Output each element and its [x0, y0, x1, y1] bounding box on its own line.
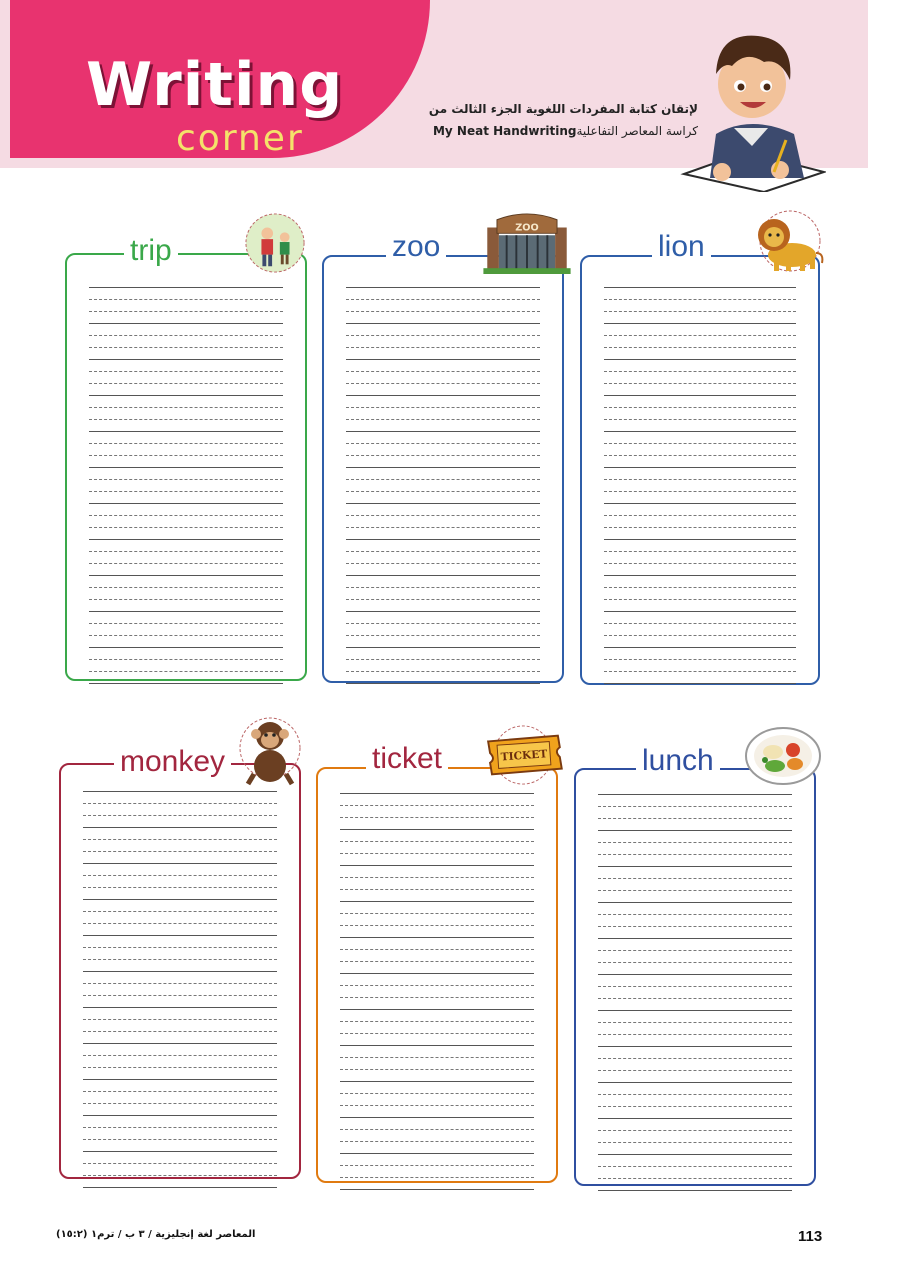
writing-guide-line: [598, 1070, 792, 1072]
writing-guide-line: [604, 287, 796, 289]
writing-guide-line: [346, 467, 540, 469]
writing-guide-line: [604, 443, 796, 445]
writing-guide-line: [346, 335, 540, 337]
writing-guide-line: [89, 311, 283, 313]
writing-guide-line: [89, 515, 283, 517]
writing-guide-line: [89, 479, 283, 481]
writing-guide-line: [340, 1153, 534, 1155]
writing-guide-line: [340, 1045, 534, 1047]
writing-guide-line: [340, 961, 534, 963]
card-word-zoo: zoo: [386, 230, 446, 264]
page-number: 113: [798, 1228, 823, 1245]
writing-guide-line: [89, 503, 283, 505]
writing-guide-line: [346, 371, 540, 373]
writing-guide-line: [598, 950, 792, 952]
writing-guide-line: [340, 1117, 534, 1119]
writing-guide-line: [83, 875, 277, 877]
writing-guide-line: [83, 815, 277, 817]
lunch-plate-icon: [742, 724, 824, 788]
writing-guide-line: [83, 1175, 277, 1177]
writing-guide-line: [346, 551, 540, 553]
writing-guide-line: [83, 983, 277, 985]
writing-guide-line: [598, 890, 792, 892]
writing-guide-line: [340, 805, 534, 807]
writing-guide-line: [89, 575, 283, 577]
writing-guide-line: [83, 1067, 277, 1069]
writing-guide-line: [604, 503, 796, 505]
writing-guide-line: [83, 851, 277, 853]
handwriting-book-arabic: كراسة المعاصر التفاعلية: [576, 124, 698, 138]
writing-guide-line: [89, 431, 283, 433]
handwriting-lines: [604, 287, 796, 695]
writing-guide-line: [604, 539, 796, 541]
writing-guide-line: [604, 311, 796, 313]
footer-book-info: المعاصر لغة إنجليزية / ٣ ب / ترم١ (١٥:٢): [56, 1229, 256, 1240]
writing-guide-line: [89, 443, 283, 445]
writing-card-lion: [580, 255, 820, 685]
writing-guide-line: [598, 1154, 792, 1156]
writing-guide-line: [604, 479, 796, 481]
writing-guide-line: [598, 926, 792, 928]
writing-guide-line: [598, 806, 792, 808]
writing-guide-line: [598, 1058, 792, 1060]
card-word-lunch: lunch: [636, 744, 720, 778]
ticket-icon-text: TICKET: [500, 747, 548, 764]
writing-guide-line: [89, 419, 283, 421]
writing-guide-line: [340, 829, 534, 831]
writing-guide-line: [89, 623, 283, 625]
writing-guide-line: [604, 335, 796, 337]
writing-guide-line: [604, 383, 796, 385]
writing-guide-line: [340, 973, 534, 975]
children-hiking-icon: [244, 212, 306, 274]
writing-guide-line: [598, 866, 792, 868]
writing-guide-line: [604, 611, 796, 613]
writing-guide-line: [346, 383, 540, 385]
card-word-lion: lion: [652, 230, 711, 264]
page-subtitle: corner: [176, 118, 304, 159]
writing-guide-line: [346, 323, 540, 325]
writing-guide-line: [340, 1057, 534, 1059]
writing-guide-line: [89, 287, 283, 289]
writing-guide-line: [604, 347, 796, 349]
writing-card-zoo: [322, 255, 564, 683]
writing-guide-line: [340, 865, 534, 867]
writing-guide-line: [340, 997, 534, 999]
writing-guide-line: [89, 491, 283, 493]
writing-guide-line: [598, 1094, 792, 1096]
writing-guide-line: [83, 935, 277, 937]
writing-guide-line: [604, 455, 796, 457]
writing-guide-line: [346, 527, 540, 529]
writing-guide-line: [340, 1129, 534, 1131]
handwriting-lines: [598, 794, 792, 1202]
writing-guide-line: [346, 503, 540, 505]
writing-card-trip: [65, 253, 307, 681]
handwriting-book-title: My Neat Handwriting: [432, 124, 577, 138]
writing-guide-line: [598, 878, 792, 880]
writing-guide-line: [89, 455, 283, 457]
writing-guide-line: [83, 1019, 277, 1021]
card-word-ticket: ticket: [366, 742, 448, 776]
zoo-gate-icon: [482, 212, 572, 274]
writing-guide-line: [83, 1187, 277, 1189]
writing-guide-line: [604, 635, 796, 637]
writing-guide-line: [598, 1046, 792, 1048]
writing-guide-line: [346, 491, 540, 493]
boy-writing-icon: [676, 22, 826, 192]
writing-guide-line: [340, 877, 534, 879]
writing-guide-line: [89, 551, 283, 553]
writing-guide-line: [598, 986, 792, 988]
writing-guide-line: [604, 659, 796, 661]
writing-guide-line: [598, 938, 792, 940]
writing-guide-line: [604, 395, 796, 397]
writing-guide-line: [598, 1142, 792, 1144]
writing-guide-line: [89, 659, 283, 661]
writing-guide-line: [346, 407, 540, 409]
writing-guide-line: [89, 335, 283, 337]
zoo-sign-text: ZOO: [515, 222, 539, 234]
writing-guide-line: [83, 1151, 277, 1153]
writing-guide-line: [83, 995, 277, 997]
writing-guide-line: [83, 1115, 277, 1117]
header-arabic-line2: [433, 124, 698, 138]
writing-guide-line: [604, 323, 796, 325]
writing-guide-line: [598, 1190, 792, 1192]
writing-guide-line: [598, 998, 792, 1000]
writing-guide-line: [89, 383, 283, 385]
writing-guide-line: [89, 587, 283, 589]
writing-guide-line: [340, 1033, 534, 1035]
writing-guide-line: [346, 479, 540, 481]
writing-guide-line: [89, 407, 283, 409]
writing-guide-line: [604, 431, 796, 433]
writing-guide-line: [346, 647, 540, 649]
writing-guide-line: [89, 359, 283, 361]
writing-guide-line: [89, 635, 283, 637]
writing-guide-line: [346, 599, 540, 601]
lion-icon: [752, 208, 824, 274]
writing-guide-line: [598, 818, 792, 820]
writing-guide-line: [346, 635, 540, 637]
writing-guide-line: [89, 539, 283, 541]
writing-guide-line: [604, 683, 796, 685]
writing-guide-line: [340, 889, 534, 891]
writing-guide-line: [346, 311, 540, 313]
writing-guide-line: [83, 923, 277, 925]
writing-guide-line: [83, 959, 277, 961]
writing-guide-line: [89, 323, 283, 325]
writing-guide-line: [604, 575, 796, 577]
writing-guide-line: [83, 1079, 277, 1081]
writing-guide-line: [89, 371, 283, 373]
header-arabic-line1: لإتقان كتابة المفردات اللغوية الجزء الثالث من: [428, 102, 698, 116]
writing-guide-line: [340, 1165, 534, 1167]
writing-guide-line: [598, 962, 792, 964]
writing-guide-line: [83, 1139, 277, 1141]
writing-guide-line: [604, 527, 796, 529]
writing-guide-line: [340, 1105, 534, 1107]
ticket-icon: [480, 724, 566, 786]
writing-guide-line: [83, 1091, 277, 1093]
writing-guide-line: [89, 563, 283, 565]
writing-guide-line: [89, 647, 283, 649]
writing-guide-line: [598, 902, 792, 904]
writing-guide-line: [89, 611, 283, 613]
writing-guide-line: [598, 1022, 792, 1024]
writing-guide-line: [346, 539, 540, 541]
writing-guide-line: [598, 1130, 792, 1132]
writing-guide-line: [83, 887, 277, 889]
writing-guide-line: [604, 563, 796, 565]
writing-guide-line: [346, 611, 540, 613]
writing-guide-line: [604, 359, 796, 361]
card-word-trip: trip: [124, 234, 178, 268]
writing-guide-line: [604, 491, 796, 493]
writing-guide-line: [598, 830, 792, 832]
writing-guide-line: [83, 839, 277, 841]
writing-guide-line: [340, 937, 534, 939]
writing-guide-line: [340, 1093, 534, 1095]
writing-guide-line: [340, 1141, 534, 1143]
writing-guide-line: [89, 347, 283, 349]
writing-guide-line: [89, 527, 283, 529]
writing-guide-line: [346, 575, 540, 577]
writing-guide-line: [83, 791, 277, 793]
writing-guide-line: [604, 407, 796, 409]
writing-guide-line: [83, 971, 277, 973]
writing-guide-line: [598, 1106, 792, 1108]
writing-guide-line: [346, 683, 540, 685]
writing-guide-line: [346, 563, 540, 565]
writing-guide-line: [346, 623, 540, 625]
writing-guide-line: [340, 949, 534, 951]
writing-guide-line: [89, 683, 283, 685]
writing-guide-line: [89, 395, 283, 397]
writing-guide-line: [83, 1127, 277, 1129]
writing-guide-line: [340, 925, 534, 927]
writing-guide-line: [83, 1007, 277, 1009]
writing-card-lunch: [574, 768, 816, 1186]
writing-guide-line: [598, 1034, 792, 1036]
writing-guide-line: [340, 841, 534, 843]
writing-guide-line: [598, 854, 792, 856]
writing-guide-line: [346, 431, 540, 433]
writing-guide-line: [340, 1021, 534, 1023]
writing-guide-line: [89, 599, 283, 601]
writing-guide-line: [604, 647, 796, 649]
writing-guide-line: [346, 419, 540, 421]
writing-card-monkey: [59, 763, 301, 1179]
writing-guide-line: [340, 985, 534, 987]
writing-guide-line: [340, 913, 534, 915]
writing-guide-line: [346, 443, 540, 445]
writing-guide-line: [340, 817, 534, 819]
writing-guide-line: [604, 419, 796, 421]
writing-guide-line: [604, 371, 796, 373]
handwriting-lines: [340, 793, 534, 1201]
writing-guide-line: [346, 671, 540, 673]
writing-guide-line: [340, 853, 534, 855]
writing-guide-line: [83, 899, 277, 901]
writing-guide-line: [340, 793, 534, 795]
writing-guide-line: [346, 659, 540, 661]
writing-guide-line: [598, 1082, 792, 1084]
writing-guide-line: [346, 299, 540, 301]
writing-guide-line: [83, 947, 277, 949]
writing-guide-line: [89, 299, 283, 301]
writing-guide-line: [604, 467, 796, 469]
writing-guide-line: [346, 455, 540, 457]
writing-guide-line: [604, 551, 796, 553]
writing-guide-line: [598, 914, 792, 916]
handwriting-lines: [83, 791, 277, 1199]
writing-guide-line: [604, 599, 796, 601]
writing-guide-line: [83, 1055, 277, 1057]
writing-guide-line: [340, 1069, 534, 1071]
writing-guide-line: [598, 974, 792, 976]
writing-guide-line: [598, 842, 792, 844]
writing-card-ticket: [316, 767, 558, 1183]
writing-guide-line: [346, 587, 540, 589]
writing-guide-line: [598, 1178, 792, 1180]
writing-guide-line: [83, 1043, 277, 1045]
writing-guide-line: [340, 901, 534, 903]
writing-guide-line: [604, 515, 796, 517]
writing-guide-line: [83, 911, 277, 913]
monkey-icon: [238, 714, 302, 786]
writing-guide-line: [89, 467, 283, 469]
writing-guide-line: [83, 803, 277, 805]
writing-guide-line: [340, 1081, 534, 1083]
card-word-monkey: monkey: [114, 745, 231, 779]
writing-guide-line: [340, 1177, 534, 1179]
writing-guide-line: [83, 827, 277, 829]
writing-guide-line: [89, 671, 283, 673]
writing-guide-line: [346, 347, 540, 349]
writing-guide-line: [83, 1031, 277, 1033]
handwriting-lines: [89, 287, 283, 695]
writing-guide-line: [598, 1166, 792, 1168]
writing-guide-line: [346, 359, 540, 361]
writing-guide-line: [346, 287, 540, 289]
writing-guide-line: [604, 587, 796, 589]
writing-guide-line: [604, 299, 796, 301]
writing-guide-line: [346, 395, 540, 397]
page-title: Writing: [86, 50, 344, 120]
writing-guide-line: [604, 671, 796, 673]
writing-guide-line: [83, 1103, 277, 1105]
writing-guide-line: [604, 623, 796, 625]
writing-guide-line: [598, 794, 792, 796]
writing-guide-line: [598, 1010, 792, 1012]
writing-guide-line: [83, 863, 277, 865]
writing-guide-line: [340, 1189, 534, 1191]
writing-guide-line: [83, 1163, 277, 1165]
writing-guide-line: [340, 1009, 534, 1011]
handwriting-lines: [346, 287, 540, 695]
writing-guide-line: [598, 1118, 792, 1120]
writing-guide-line: [346, 515, 540, 517]
